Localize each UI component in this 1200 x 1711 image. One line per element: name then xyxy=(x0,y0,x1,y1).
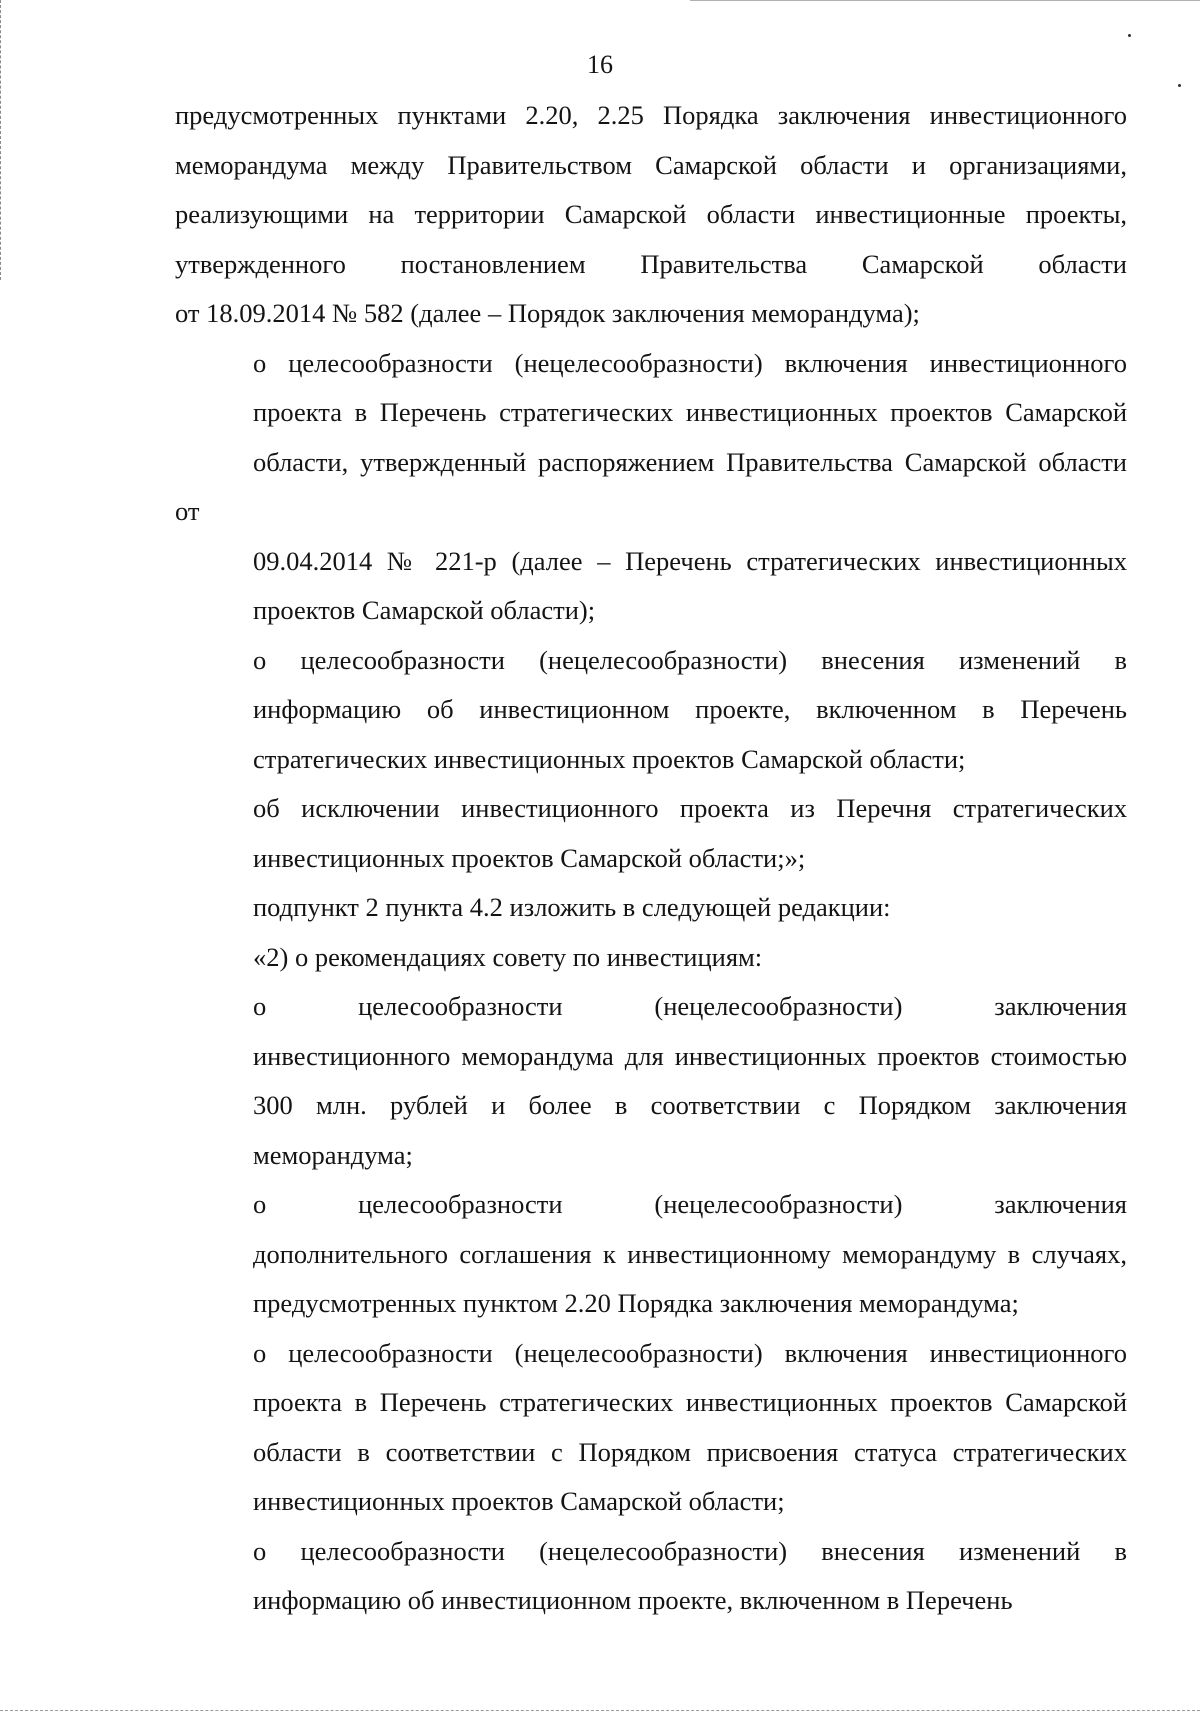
text-line: о целесообразности (нецелесообразности) включения инвестиционного xyxy=(253,1337,1127,1368)
text-line: проекта в Перечень стратегических инвестиционных проектов Самарской xyxy=(253,397,1127,427)
text-line: утвержденного постановлением Правительства Самарской области xyxy=(175,248,1127,279)
text-line: предусмотренных пунктом 2.20 Порядка заключения меморандума; xyxy=(253,1288,1019,1318)
paragraph xyxy=(175,883,1127,933)
text-line: о целесообразности (нецелесообразности) внесения изменений в xyxy=(253,1535,1127,1566)
text-line: инвестиционных проектов Самарской области; xyxy=(253,1486,785,1516)
text-line: об исключении инвестиционного проекта из Перечня стратегических xyxy=(253,793,1127,823)
text-line: меморандума; xyxy=(253,1139,413,1170)
scan-edge-top xyxy=(690,0,1200,3)
text-line: проекта в Перечень стратегических инвестиционных проектов Самарской xyxy=(253,1387,1127,1417)
scan-edge-bottom xyxy=(0,1707,1200,1711)
text-line: реализующими на территории Самарской области инвестиционные проекты, xyxy=(175,199,1127,229)
text-line: предусмотренных пунктами 2.20, 2.25 Порядка заключения инвестиционного xyxy=(175,100,1127,130)
text-line: проектов Самарской области); xyxy=(253,595,596,625)
scan-edge-left xyxy=(0,0,4,280)
text-line: информацию об инвестиционном проекте, включенном в Перечень xyxy=(253,1585,1013,1615)
text-line: инвестиционных проектов Самарской области;»; xyxy=(253,842,806,873)
text-line: меморандума между Правительством Самарской области и организациями, xyxy=(175,149,1127,180)
document-body xyxy=(175,91,1127,1626)
paragraph xyxy=(175,784,1127,883)
text-line: «2) о рекомендациях совету по инвестициям: xyxy=(253,941,763,972)
text-line: дополнительного соглашения к инвестиционному меморандуму в случаях, xyxy=(253,1238,1127,1269)
text-line: 09.04.2014 № 221-р (далее – Перечень стратегических инвестиционных xyxy=(253,545,1127,576)
text-line: от 18.09.2014 № 582 (далее – Порядок заключения меморандума); xyxy=(175,298,920,328)
paragraph xyxy=(175,91,1127,339)
paragraph xyxy=(175,933,1127,983)
text-line: стратегических инвестиционных проектов Самарской области; xyxy=(253,743,966,774)
paragraph xyxy=(175,1527,1127,1626)
text-line: о целесообразности (нецелесообразности) внесения изменений в xyxy=(253,644,1127,675)
text-line: о целесообразности (нецелесообразности) заключения xyxy=(253,1189,1127,1219)
text-line: о целесообразности (нецелесообразности) включения инвестиционного xyxy=(253,347,1127,378)
scan-speck xyxy=(1178,84,1181,87)
text-line: области в соответствии с Порядком присвоения статуса стратегических xyxy=(253,1436,1127,1467)
paragraph xyxy=(175,636,1127,785)
paragraph xyxy=(175,982,1127,1180)
paragraph xyxy=(175,1180,1127,1329)
text-line: о целесообразности (нецелесообразности) заключения xyxy=(253,991,1127,1021)
page-number: 16 xyxy=(587,50,613,79)
scan-speck xyxy=(1128,34,1131,37)
text-line: 300 млн. рублей и более в соответствии с Порядком заключения xyxy=(253,1090,1127,1120)
paragraph xyxy=(175,1329,1127,1527)
text-line: подпункт 2 пункта 4.2 изложить в следующей редакции: xyxy=(253,892,891,922)
text-line: информацию об инвестиционном проекте, включенном в Перечень xyxy=(253,694,1127,724)
text-line: инвестиционного меморандума для инвестиционных проектов стоимостью xyxy=(253,1040,1127,1071)
paragraph xyxy=(175,339,1127,636)
text-line: области, утвержденный распоряжением Правительства Самарской области от xyxy=(175,446,1127,526)
